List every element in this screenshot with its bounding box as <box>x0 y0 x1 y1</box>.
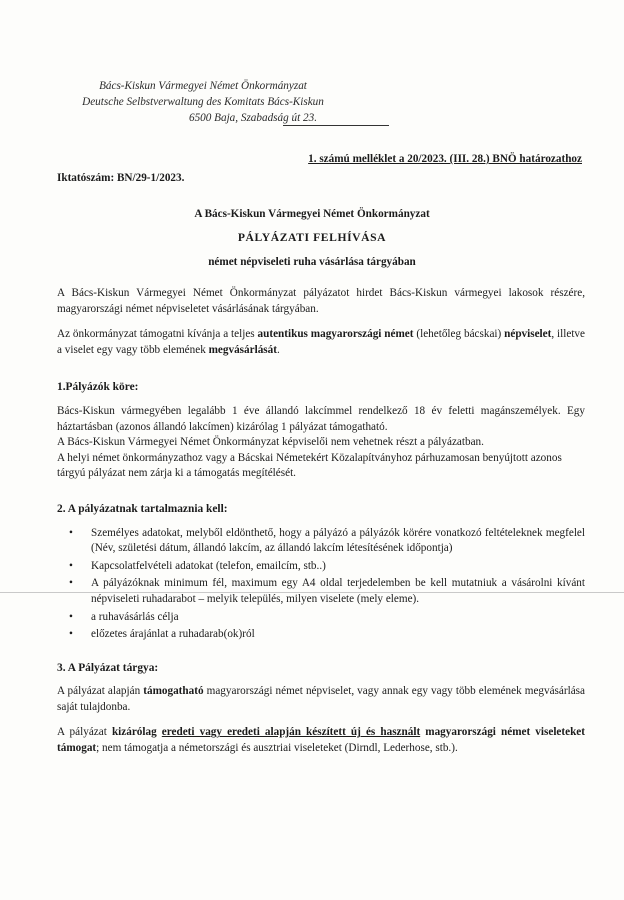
list-item-text: a ruhavásárlás célja <box>91 610 179 623</box>
section-1-paragraph-2: A Bács-Kiskun Vármegyei Német Önkormányzat képviselői nem vehetnek részt a pályázatban. <box>57 436 484 449</box>
intro-emphasis: autentikus magyarországi német <box>257 328 414 341</box>
list-item <box>69 559 585 575</box>
intro-text: (lehetőleg bácskai) <box>413 328 505 341</box>
bullet-icon: • <box>69 526 73 539</box>
intro-emphasis: megvásárlását <box>208 343 277 356</box>
list-item <box>69 610 585 626</box>
intro-text: , illetve a viselet egy vagy több elemének <box>57 328 585 356</box>
attachment-reference <box>222 153 582 165</box>
intro-paragraph-2 <box>57 327 585 358</box>
section-1-paragraph-1: Bács-Kiskun vármegyében legalább 1 éve állandó lakcímmel rendelkező 18 év feletti magánszemélyek. Egy háztartásban (azonos állandó lakcímen) kizárólag 1 pályázat támogatható. <box>57 404 585 433</box>
page-title: PÁLYÁZATI FELHÍVÁSA <box>237 231 387 244</box>
title-subject: német népviseleti ruha vásárlása tárgyában <box>208 256 416 268</box>
document-body <box>57 286 585 767</box>
section-3-text: A pályázat <box>57 726 112 739</box>
intro-emphasis: népviselet <box>504 328 552 341</box>
letterhead-rule <box>283 125 389 126</box>
bullet-icon: • <box>69 577 73 590</box>
section-3-emphasis: kizárólag <box>111 726 157 739</box>
bullet-icon: • <box>69 610 73 623</box>
section-3-paragraph-2 <box>57 725 585 756</box>
list-item <box>69 627 585 643</box>
intro-paragraph-1: A Bács-Kiskun Vármegyei Német Önkormányzat pályázatot hirdet Bács-Kiskun vármegyei lakosok részére, magyarországi német népviseletet vásárlásának tárgyában. <box>57 287 585 315</box>
section-3-text: magyarországi német népviselet, vagy annak egy vagy több elemének megvásárlása saját tulajdonba. <box>57 685 585 713</box>
list-item-text: Kapcsolatfelvételi adatokat (telefon, emailcím, stb..) <box>91 559 326 572</box>
section-1-paragraph-3: A helyi német önkormányzathoz vagy a Bácskai Németekért Közalapítványhoz párhuzamosan benyújtott azonos tárgyú pályázat nem zárja ki a támogatás megítélését. <box>57 451 562 480</box>
title-org: A Bács-Kiskun Vármegyei Német Önkormányzat <box>194 208 430 220</box>
list-item <box>69 526 585 557</box>
requirements-list <box>57 526 585 643</box>
letterhead <box>58 78 348 126</box>
page-fold-line <box>0 592 624 593</box>
list-item-text: Személyes adatokat, melyből eldönthető, hogy a pályázó a pályázók körére vonatkozó feltételeknek megfelel (Név, születési dátum, állandó lakcím, az állandó lakcím létesítésének időpontja) <box>91 526 585 555</box>
letterhead-org-de: Deutsche Selbstverwaltung des Komitats Bács-Kiskun <box>82 96 324 108</box>
section-3-emphasis: támogatható <box>143 685 204 698</box>
section-1-heading: 1.Pályázók köre: <box>57 381 139 394</box>
intro-text: . <box>276 343 280 356</box>
intro-text: Az önkormányzat támogatni kívánja a teljes <box>57 328 258 341</box>
section-3-heading: 3. A Pályázat tárgya: <box>57 661 159 674</box>
list-item-text: előzetes árajánlat a ruhadarab(ok)ról <box>91 628 255 641</box>
section-3-emphasis-underlined: eredeti vagy eredeti alapján készített új és használt <box>161 726 421 739</box>
bullet-icon: • <box>69 628 73 641</box>
letterhead-org-hu: Bács-Kiskun Vármegyei Német Önkormányzat <box>99 80 307 92</box>
section-3-paragraph-1 <box>57 684 585 715</box>
title-block <box>0 202 624 274</box>
section-3-text: A pályázat alapján <box>57 685 144 698</box>
registration-number: Iktatószám: BN/29-1/2023. <box>57 172 185 184</box>
letterhead-address: 6500 Baja, Szabadság út 23. <box>188 112 318 124</box>
bullet-icon: • <box>69 559 73 572</box>
section-3-text: ; nem támogatja a németországi és ausztriai viseleteket (Dirndl, Lederhose, stb.). <box>96 742 458 755</box>
list-item-text: A pályázóknak minimum fél, maximum egy A4 oldal terjedelemben be kell mutatniuk a vásárolni kívánt népviseleti ruhadarabot – melyik település, milyen viselete (mely eleme). <box>91 577 585 605</box>
section-2-heading: 2. A pályázatnak tartalmaznia kell: <box>57 502 228 515</box>
attachment-text: 1. számú melléklet a 20/2023. (III. 28.) BNÖ határozathoz <box>308 153 582 165</box>
section-3-emphasis: magyarországi német viseleteket támogat <box>57 726 586 755</box>
